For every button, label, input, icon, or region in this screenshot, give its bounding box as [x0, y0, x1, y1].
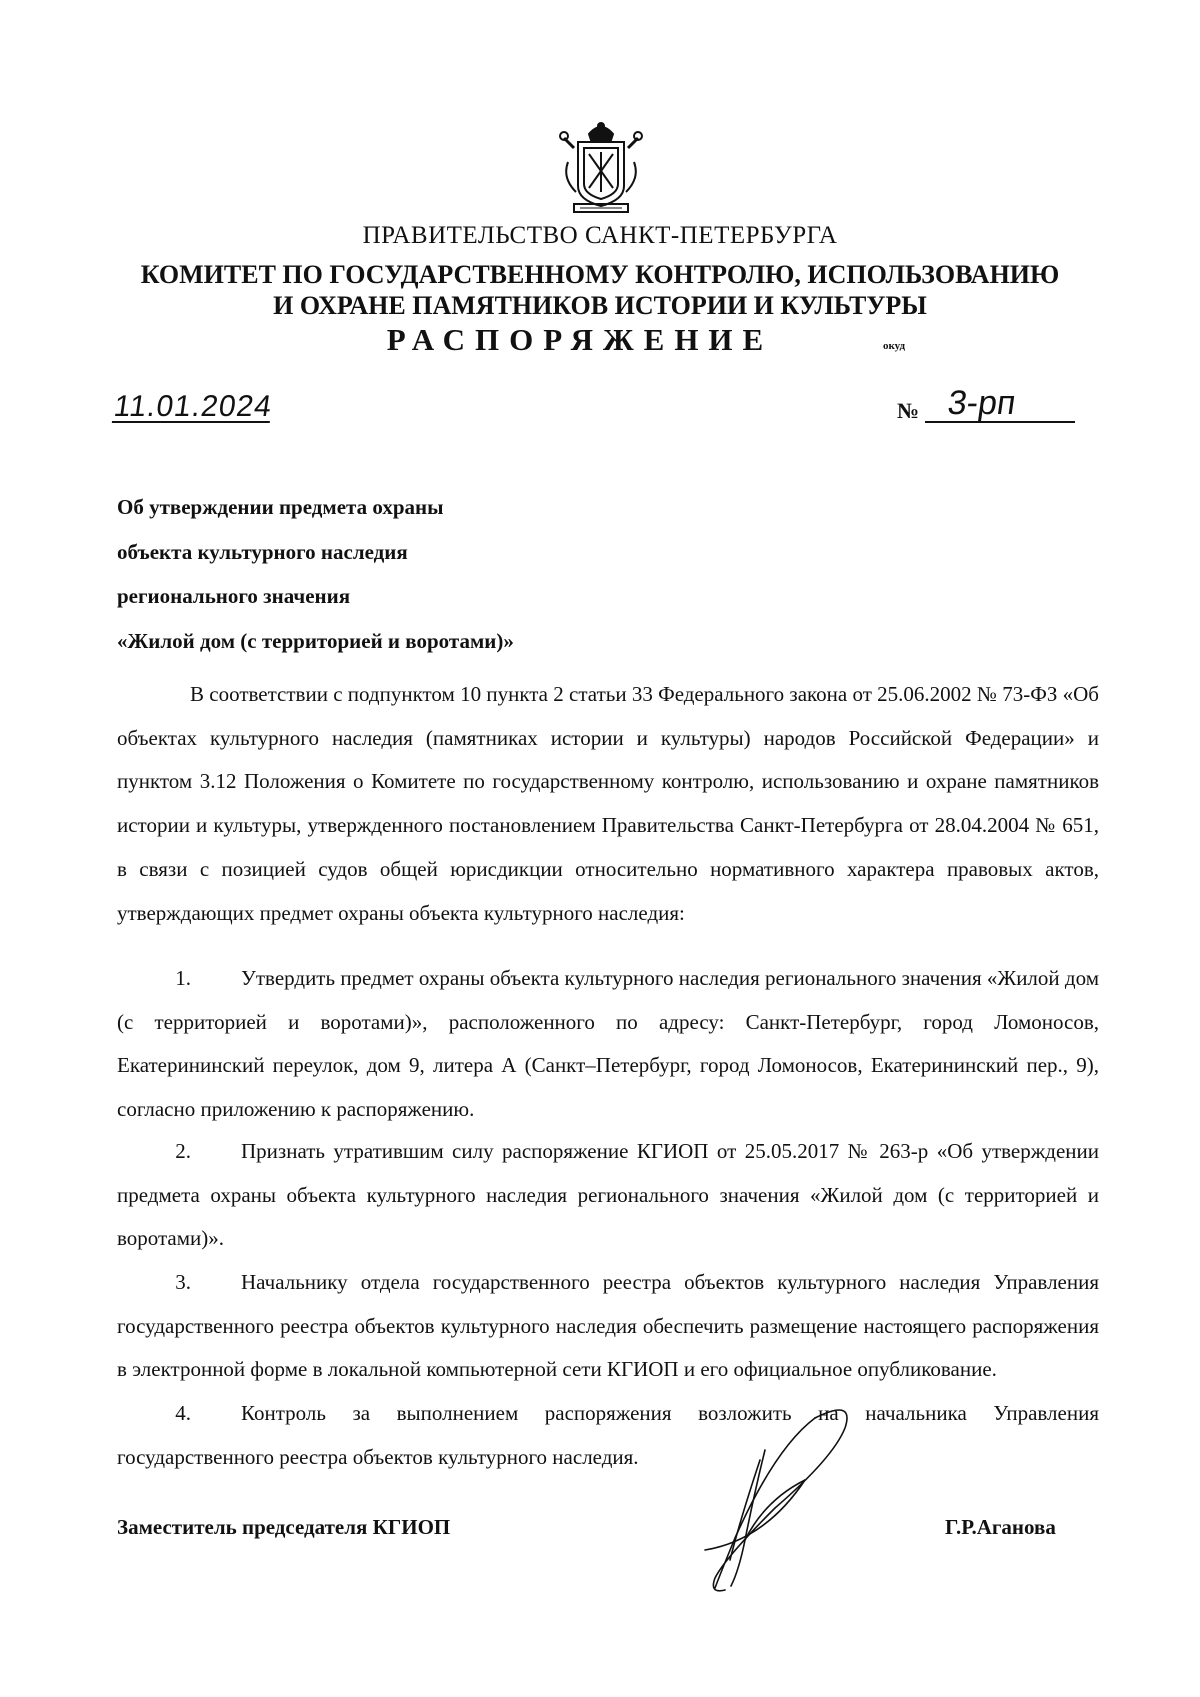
item-number: 1.	[175, 966, 191, 990]
subject-line: «Жилой дом (с территорией и воротами)»	[117, 628, 514, 653]
government-heading: ПРАВИТЕЛЬСТВО САНКТ-ПЕТЕРБУРГА	[362, 222, 838, 249]
okud-label: окуд	[883, 340, 906, 352]
committee-line-2: И ОХРАНЕ ПАМЯТНИКОВ ИСТОРИИ И КУЛЬТУРЫ	[273, 291, 927, 320]
document-type: РАСПОРЯЖЕНИЕ	[386, 322, 774, 357]
coat-of-arms-icon	[556, 118, 646, 218]
item-number: 2.	[175, 1139, 191, 1163]
subject-line: регионального значения	[117, 584, 351, 608]
signatory-position: Заместитель председателя КГИОП	[117, 1515, 451, 1539]
committee-line-1: КОМИТЕТ ПО ГОСУДАРСТВЕННОМУ КОНТРОЛЮ, ИСПОЛЬЗОВАНИЮ	[140, 260, 1060, 289]
item-number: 4.	[175, 1401, 191, 1425]
item-text: Признать утратившим силу распоряжение КГИОП от 25.05.2017 № 263-р «Об утверждении предмета охраны объекта культурного наследия регионального значения «Жилой дом (с территорией и воротами)».	[117, 1139, 1099, 1251]
document-date: 11.01.2024	[111, 390, 275, 423]
signatory-name: Г.Р.Аганова	[945, 1515, 1056, 1539]
order-item	[117, 1392, 1099, 1479]
handwritten-signature-icon	[665, 1400, 885, 1600]
preamble-paragraph: В соответствии с подпунктом 10 пункта 2 статьи 33 Федерального закона от 25.06.2002 № 73-ФЗ «Об объектах культурного наследия (памятниках истории и культуры) народов Российской Федерации» и пунктом 3.12 Положения о Комитете по государственному контролю, использованию и охране памятников истории и культуры, утвержденного постановлением Правительства Санкт-Петербурга от 28.04.2004 № 651, в связи с позицией судов общей юрисдикции относительно нормативного характера правовых актов, утверждающих предмет охраны объекта культурного наследия:	[117, 682, 1099, 925]
committee-heading	[0, 259, 1200, 321]
item-text: Утвердить предмет охраны объекта культурного наследия регионального значения «Жилой дом (с территорией и воротами)», расположенного по адресу: Санкт-Петербург, город Ломоносов, Екатерининский переулок, дом 9, литера А (Санкт–Петербург, город Ломоносов, Екатерининский пер., 9), согласно приложению к распоряжению.	[117, 966, 1099, 1122]
document-subject	[117, 485, 514, 663]
subject-line: объекта культурного наследия	[117, 539, 408, 564]
order-item	[117, 1130, 1099, 1261]
number-sign: №	[897, 398, 920, 423]
item-number: 3.	[175, 1270, 191, 1294]
item-text: Контроль за выполнением распоряжения возложить на начальника Управления государственного реестра объектов культурного наследия.	[117, 1401, 1099, 1469]
order-item	[117, 1261, 1099, 1392]
order-item	[117, 957, 1099, 1132]
item-text: Начальнику отдела государственного реестра объектов культурного наследия Управления государственного реестра объектов культурного наследия обеспечить размещение настоящего распоряжения в электронной форме в локальной компьютерной сети КГИОП и его официальное опубликование.	[117, 1270, 1099, 1382]
document-number: 3-рп	[945, 384, 1019, 422]
subject-line: Об утверждении предмета охраны	[117, 495, 444, 519]
